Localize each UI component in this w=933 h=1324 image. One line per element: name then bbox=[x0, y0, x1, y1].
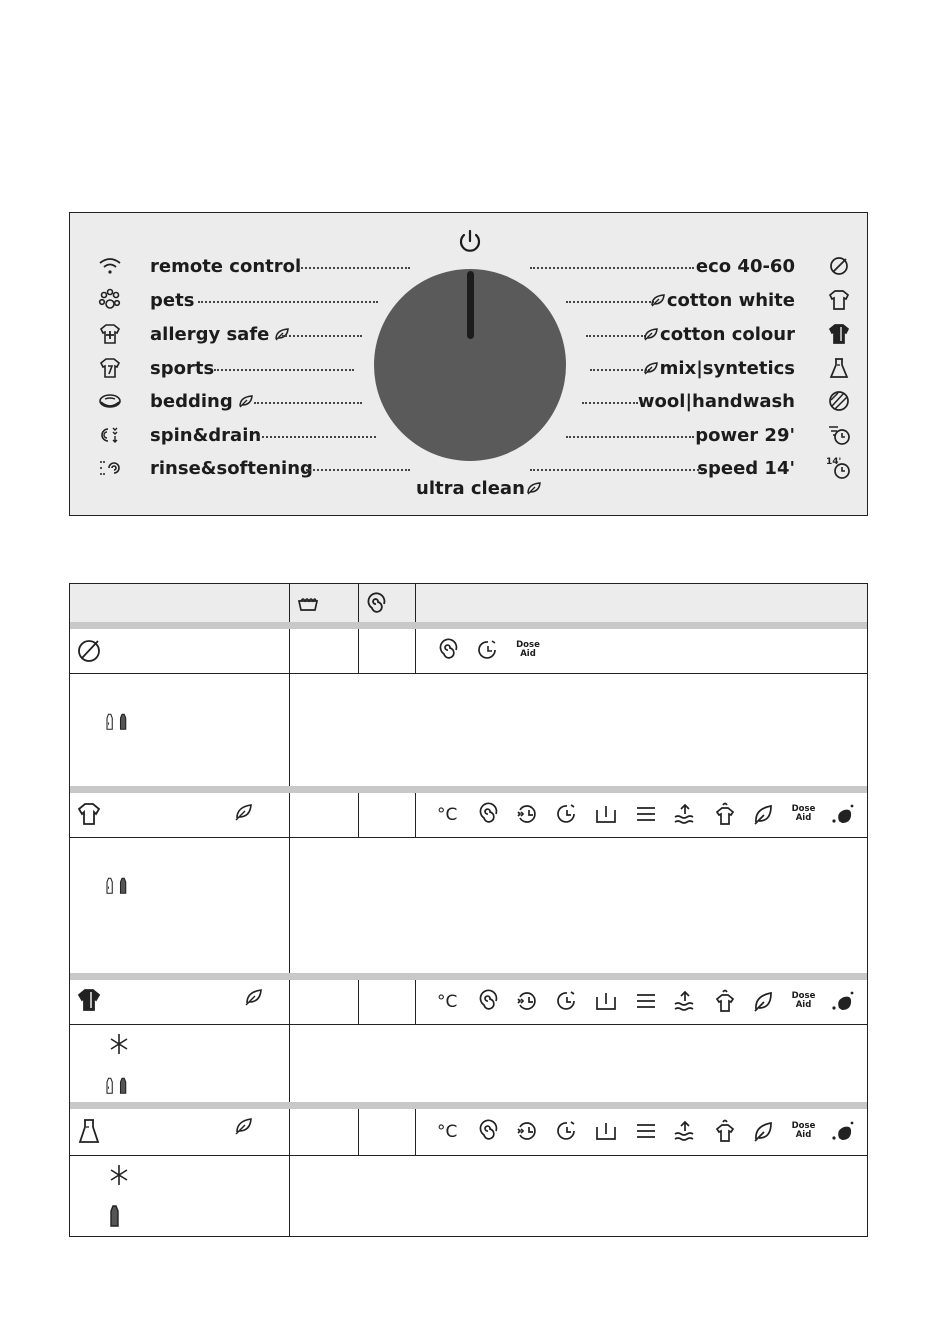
leader-dots bbox=[586, 335, 646, 337]
eco-leaf-icon bbox=[237, 393, 255, 409]
cotton-colour-icon bbox=[74, 985, 104, 1015]
dose-aid-icon bbox=[788, 799, 820, 829]
sports-shirt-icon bbox=[94, 354, 126, 382]
leader-dots bbox=[530, 469, 706, 471]
flask-icon bbox=[823, 354, 855, 382]
temperature-icon bbox=[432, 799, 464, 829]
row-separator bbox=[70, 973, 867, 980]
rinse-icon bbox=[94, 454, 126, 482]
bedding-icon bbox=[94, 387, 126, 415]
spin-drain-icon bbox=[94, 421, 126, 449]
svg-text:°C: °C bbox=[437, 805, 458, 825]
detergent-bottles-icon bbox=[104, 1070, 134, 1100]
eco-option-icon bbox=[748, 1116, 780, 1146]
program-pets[interactable] bbox=[150, 286, 198, 314]
intensity-icon bbox=[630, 799, 662, 829]
aid-label: Aid bbox=[795, 813, 812, 823]
anti-crease-icon bbox=[709, 986, 741, 1016]
program-label: cotton colour bbox=[660, 323, 795, 345]
eco-leaf-icon bbox=[273, 326, 291, 342]
spin-option-icon bbox=[472, 799, 504, 829]
eco-leaf-icon bbox=[230, 1111, 260, 1141]
speed-timer-icon bbox=[823, 454, 855, 482]
temperature-icon bbox=[432, 1116, 464, 1146]
leader-dots bbox=[282, 335, 362, 337]
program-label: remote control bbox=[150, 255, 302, 277]
intensity-icon bbox=[630, 986, 662, 1016]
dose-label: Dose bbox=[791, 991, 816, 1001]
anti-crease-icon bbox=[709, 799, 741, 829]
leader-dots bbox=[198, 301, 378, 303]
program-bedding[interactable] bbox=[150, 387, 255, 415]
program-sports[interactable] bbox=[150, 354, 218, 382]
program-label: wool|handwash bbox=[637, 390, 795, 412]
program-label: bedding bbox=[150, 390, 233, 412]
program-label: eco 40-60 bbox=[695, 255, 795, 277]
program-label: mix|syntetics bbox=[659, 357, 795, 379]
time-save-icon bbox=[551, 1116, 583, 1146]
program-label: spin&drain bbox=[150, 424, 262, 446]
program-selector-panel bbox=[69, 212, 868, 516]
table-header bbox=[70, 584, 867, 622]
detergent-bottle-icon bbox=[100, 1200, 130, 1230]
drain-icon bbox=[590, 986, 622, 1016]
leader-dots bbox=[582, 402, 638, 404]
wool-ball-icon bbox=[823, 387, 855, 415]
cold-snowflake-icon bbox=[104, 1029, 134, 1059]
eco-leaf-icon bbox=[642, 360, 660, 376]
delay-start-icon bbox=[511, 799, 543, 829]
power-timer-icon bbox=[823, 421, 855, 449]
leader-dots bbox=[306, 469, 410, 471]
program-cotton-colour[interactable] bbox=[642, 320, 795, 348]
cold-snowflake-icon bbox=[104, 1160, 134, 1190]
leader-dots bbox=[566, 301, 654, 303]
program-spin-drain[interactable] bbox=[150, 421, 265, 449]
program-label: pets bbox=[150, 289, 195, 311]
extra-rinse-icon bbox=[669, 1116, 701, 1146]
delay-start-icon bbox=[511, 986, 543, 1016]
eco-leaf-icon bbox=[649, 292, 667, 308]
paw-icon bbox=[94, 286, 126, 314]
extra-rinse-icon bbox=[669, 799, 701, 829]
temperature-icon bbox=[432, 986, 464, 1016]
dose-label: Dose bbox=[516, 640, 540, 650]
eco-option-icon bbox=[748, 799, 780, 829]
program-wool-handwash[interactable] bbox=[638, 387, 795, 415]
wifi-icon bbox=[94, 252, 126, 280]
power-icon[interactable] bbox=[456, 227, 484, 255]
dose-label: Dose bbox=[791, 804, 816, 814]
leader-dots bbox=[254, 402, 362, 404]
speed-badge: 14' bbox=[826, 457, 842, 467]
eco-leaf-icon bbox=[823, 252, 855, 280]
drain-icon bbox=[590, 1116, 622, 1146]
anti-crease-icon bbox=[709, 1116, 741, 1146]
program-label: allergy safe bbox=[150, 323, 270, 345]
program-power-29[interactable] bbox=[695, 421, 795, 449]
detergent-tray-icon bbox=[293, 589, 323, 619]
program-allergy-safe[interactable] bbox=[150, 320, 291, 348]
eco-option-icon bbox=[748, 986, 780, 1016]
eco-leaf-icon bbox=[240, 982, 270, 1012]
dose-aid-icon bbox=[788, 986, 820, 1016]
row-separator bbox=[70, 622, 867, 629]
drain-icon bbox=[590, 799, 622, 829]
aid-label: Aid bbox=[795, 1000, 812, 1010]
extra-rinse-icon bbox=[669, 986, 701, 1016]
eco-leaf-icon bbox=[525, 480, 543, 496]
spin-icon bbox=[361, 589, 391, 619]
aid-label: Aid bbox=[520, 649, 536, 659]
white-shirt-icon bbox=[823, 286, 855, 314]
dose-aid-icon bbox=[788, 1116, 820, 1146]
dose-aid-icon bbox=[512, 635, 544, 665]
program-rinse-softening[interactable] bbox=[150, 454, 317, 482]
program-ultra-clean[interactable] bbox=[416, 474, 543, 502]
program-eco-40-60[interactable] bbox=[696, 252, 795, 280]
leader-dots bbox=[566, 436, 694, 438]
time-save-icon bbox=[472, 635, 504, 665]
spin-option-icon bbox=[472, 986, 504, 1016]
eco-leaf-icon bbox=[642, 326, 660, 342]
program-label: ultra clean bbox=[416, 477, 525, 499]
program-label: sports bbox=[150, 357, 215, 379]
program-remote-control[interactable] bbox=[150, 252, 305, 280]
detergent-bottles-icon bbox=[104, 870, 134, 900]
program-label: cotton white bbox=[666, 289, 795, 311]
program-label: rinse&softening bbox=[150, 457, 313, 479]
time-save-icon bbox=[551, 986, 583, 1016]
program-label: speed 14' bbox=[697, 457, 795, 479]
mix-syntetics-icon bbox=[74, 1116, 104, 1146]
cotton-white-icon bbox=[74, 799, 104, 829]
colour-shirt-icon bbox=[823, 320, 855, 348]
stain-icon bbox=[827, 986, 859, 1016]
leader-dots bbox=[298, 267, 410, 269]
stain-icon bbox=[827, 799, 859, 829]
allergy-shirt-icon bbox=[94, 320, 126, 348]
stain-icon bbox=[827, 1116, 859, 1146]
leader-dots bbox=[258, 436, 376, 438]
program-label: power 29' bbox=[695, 424, 795, 446]
program-options-table bbox=[69, 583, 868, 1237]
leader-dots bbox=[530, 267, 694, 269]
dial-marker bbox=[467, 271, 474, 339]
program-cotton-white[interactable] bbox=[649, 286, 795, 314]
svg-text:°C: °C bbox=[437, 1122, 458, 1142]
eco-leaf-icon bbox=[230, 797, 260, 827]
time-save-icon bbox=[551, 799, 583, 829]
detergent-bottles-icon bbox=[104, 706, 134, 736]
intensity-icon bbox=[630, 1116, 662, 1146]
row-separator bbox=[70, 786, 867, 793]
aid-label: Aid bbox=[795, 1130, 812, 1140]
svg-text:°C: °C bbox=[437, 992, 458, 1012]
spin-option-icon bbox=[432, 635, 464, 665]
delay-start-icon bbox=[511, 1116, 543, 1146]
program-dial[interactable] bbox=[374, 269, 566, 461]
row-separator bbox=[70, 1102, 867, 1109]
eco-program-icon bbox=[74, 635, 104, 665]
program-mix-syntetics[interactable] bbox=[642, 354, 795, 382]
dose-label: Dose bbox=[791, 1121, 816, 1131]
program-speed-14[interactable] bbox=[697, 454, 795, 482]
spin-option-icon bbox=[472, 1116, 504, 1146]
leader-dots bbox=[214, 369, 354, 371]
